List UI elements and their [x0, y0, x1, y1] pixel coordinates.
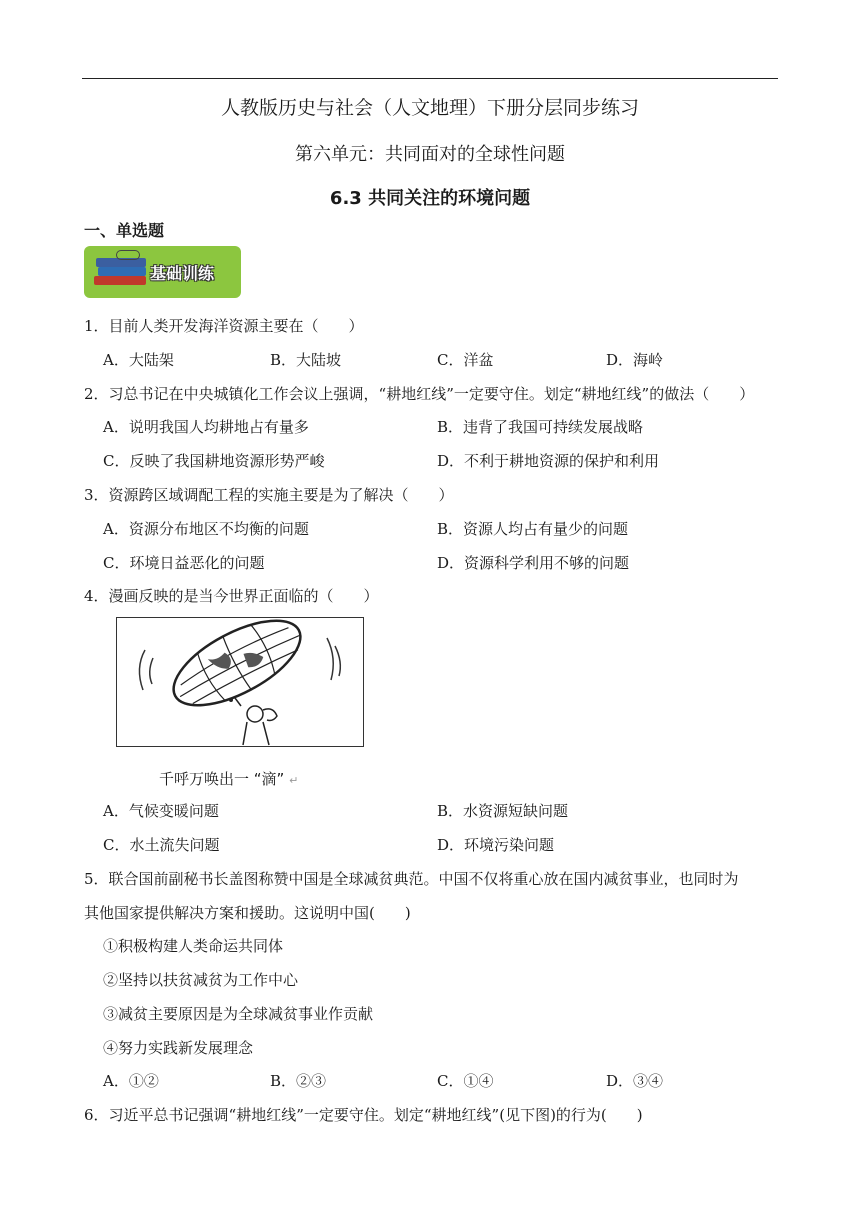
question-5-option-a: A．①②	[103, 1072, 159, 1090]
book-icon	[94, 276, 146, 285]
caption-text: 千呼万唤出一 “滴”	[159, 770, 285, 788]
question-1-option-d: D．海岭	[606, 351, 664, 369]
basic-training-badge	[84, 246, 241, 298]
question-3-stem: 3．资源跨区域调配工程的实施主要是为了解决（ ）	[84, 486, 454, 504]
question-4-option-d: D．环境污染问题	[437, 836, 555, 854]
question-3-option-c: C．环境日益恶化的问题	[103, 554, 265, 572]
question-4-option-c: C．水土流失问题	[103, 836, 220, 854]
question-5-stem: 5．联合国前副秘书长盖图称赞中国是全球减贫典范。中国不仅将重心放在国内减贫事业，也同时为	[84, 870, 739, 888]
cartoon-image	[116, 617, 364, 747]
question-1-option-a: A．大陆架	[103, 351, 174, 369]
header-rule	[82, 78, 778, 79]
question-4-stem: 4．漫画反映的是当今世界正面临的（ ）	[84, 587, 379, 605]
paragraph-mark: ↵	[289, 774, 299, 787]
question-5-option-c: C．①④	[437, 1072, 494, 1090]
section-heading: 一、单选题	[84, 221, 165, 240]
question-3-option-a: A．资源分布地区不均衡的问题	[103, 520, 309, 538]
question-2-option-d: D．不利于耕地资源的保护和利用	[437, 452, 660, 470]
cartoon-caption	[159, 768, 298, 789]
question-5-option-d: D．③④	[606, 1072, 664, 1090]
question-5-statement-1: ①积极构建人类命运共同体	[103, 937, 284, 955]
document-title: 人教版历史与社会（人文地理）下册分层同步练习	[220, 97, 639, 119]
question-3-option-d: D．资源科学利用不够的问题	[437, 554, 630, 572]
question-2-option-a: A．说明我国人均耕地占有量多	[103, 418, 309, 436]
question-1-option-c: C．洋盆	[437, 351, 494, 369]
lesson-title: 6.3 共同关注的环境问题	[329, 188, 531, 209]
glasses-icon	[116, 250, 140, 260]
question-5-statement-4: ④努力实践新发展理念	[103, 1039, 254, 1057]
question-4-option-b: B．水资源短缺问题	[437, 802, 569, 820]
question-3-option-b: B．资源人均占有量少的问题	[437, 520, 629, 538]
question-2-option-b: B．违背了我国可持续发展战略	[437, 418, 644, 436]
question-1-option-b: B．大陆坡	[270, 351, 342, 369]
question-2-stem: 2．习总书记在中央城镇化工作会议上强调，“耕地红线”一定要守住。划定“耕地红线”的做法（ ）	[84, 385, 755, 403]
question-5-option-b: B．②③	[270, 1072, 327, 1090]
question-5-statement-2: ②坚持以扶贫减贫为工作中心	[103, 971, 299, 989]
question-1-stem: 1．目前人类开发海洋资源主要在（ ）	[84, 317, 364, 335]
question-6-stem: 6．习近平总书记强调“耕地红线”一定要守住。划定“耕地红线”(见下图)的行为( )	[84, 1106, 643, 1124]
question-5-statement-3: ③减贫主要原因是为全球减贫事业作贡献	[103, 1005, 374, 1023]
question-4-option-a: A．气候变暖问题	[103, 802, 219, 820]
cartoon-drawing	[117, 618, 363, 746]
unit-title: 第六单元：共同面对的全球性问题	[295, 144, 565, 165]
question-2-option-c: C．反映了我国耕地资源形势严峻	[103, 452, 325, 470]
book-icon	[98, 267, 146, 276]
question-5-stem-continued: 其他国家提供解决方案和援助。这说明中国( )	[84, 904, 411, 922]
badge-label: 基础训练	[150, 264, 215, 283]
